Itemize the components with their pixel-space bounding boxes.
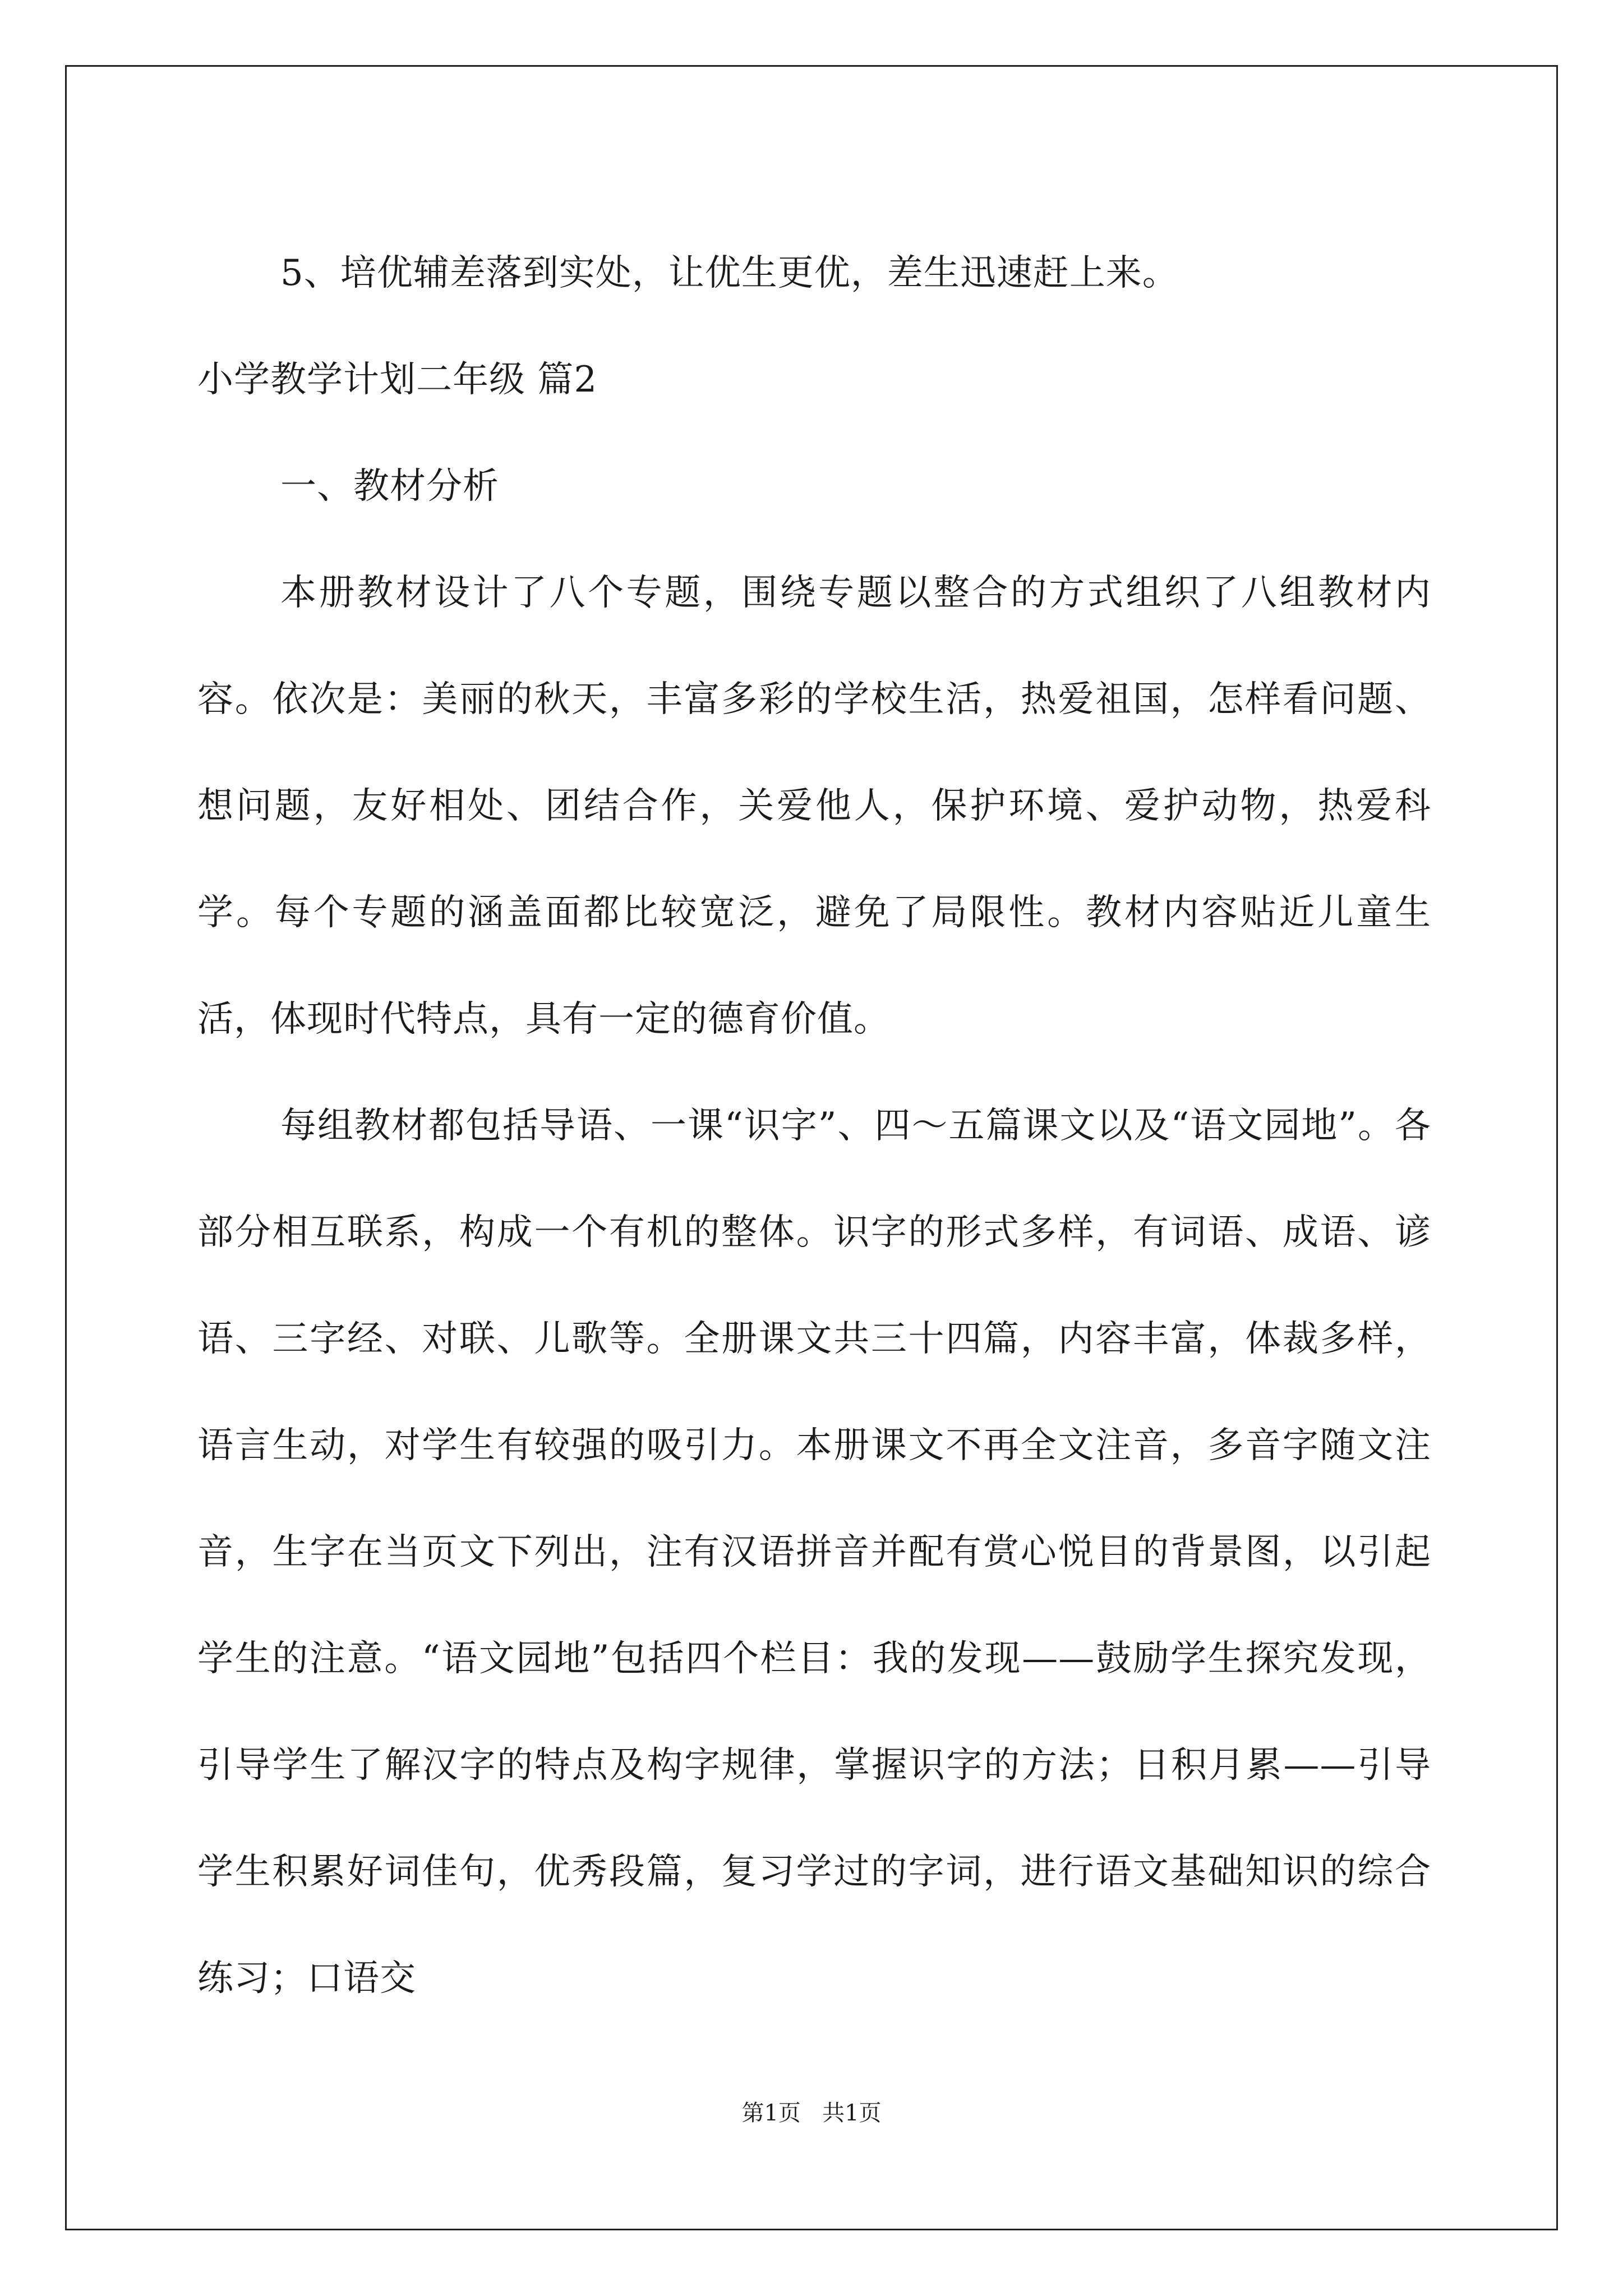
page-total: 共1页 <box>822 2100 882 2126</box>
page-number: 第1页 <box>741 2100 801 2126</box>
page-footer <box>0 2095 1623 2127</box>
paragraph-1: 本册教材设计了八个专题，围绕专题以整合的方式组织了八组教材内容。依次是：美丽的秋天，丰富多彩的学校生活，热爱祖国，怎样看问题、想问题，友好相处、团结合作，关爱他人，保护环境、爱护动物，热爱科学。每个专题的涵盖面都比较宽泛，避免了局限性。教材内容贴近儿童生活，体现时代特点，具有一定的德育价值。 <box>197 572 1431 1040</box>
list-item-5: 5、培优辅差落到实处，让优生更优，差生迅速赶上来。 <box>280 252 1179 294</box>
section-heading: 小学教学计划二年级 篇2 <box>197 359 598 401</box>
document-body <box>197 220 1431 2032</box>
subsection-heading: 一、教材分析 <box>280 466 499 507</box>
paragraph-2: 每组教材都包括导语、一课“识字”、四～五篇课文以及“语文园地”。各部分相互联系，构成一个有机的整体。识字的形式多样，有词语、成语、谚语、三字经、对联、儿歌等。全册课文共三十四篇，内容丰富，体裁多样，语言生动，对学生有较强的吸引力。本册课文不再全文注音，多音字随文注音，生字在当页文下列出，注有汉语拼音并配有赏心悦目的背景图，以引起学生的注意。“语文园地”包括四个栏目：我的发现——鼓励学生探究发现，引导学生了解汉字的特点及构字规律，掌握识字的方法；日积月累——引导学生积累好词佳句，优秀段篇，复习学过的字词，进行语文基础知识的综合练习；口语交 <box>197 1105 1431 1999</box>
